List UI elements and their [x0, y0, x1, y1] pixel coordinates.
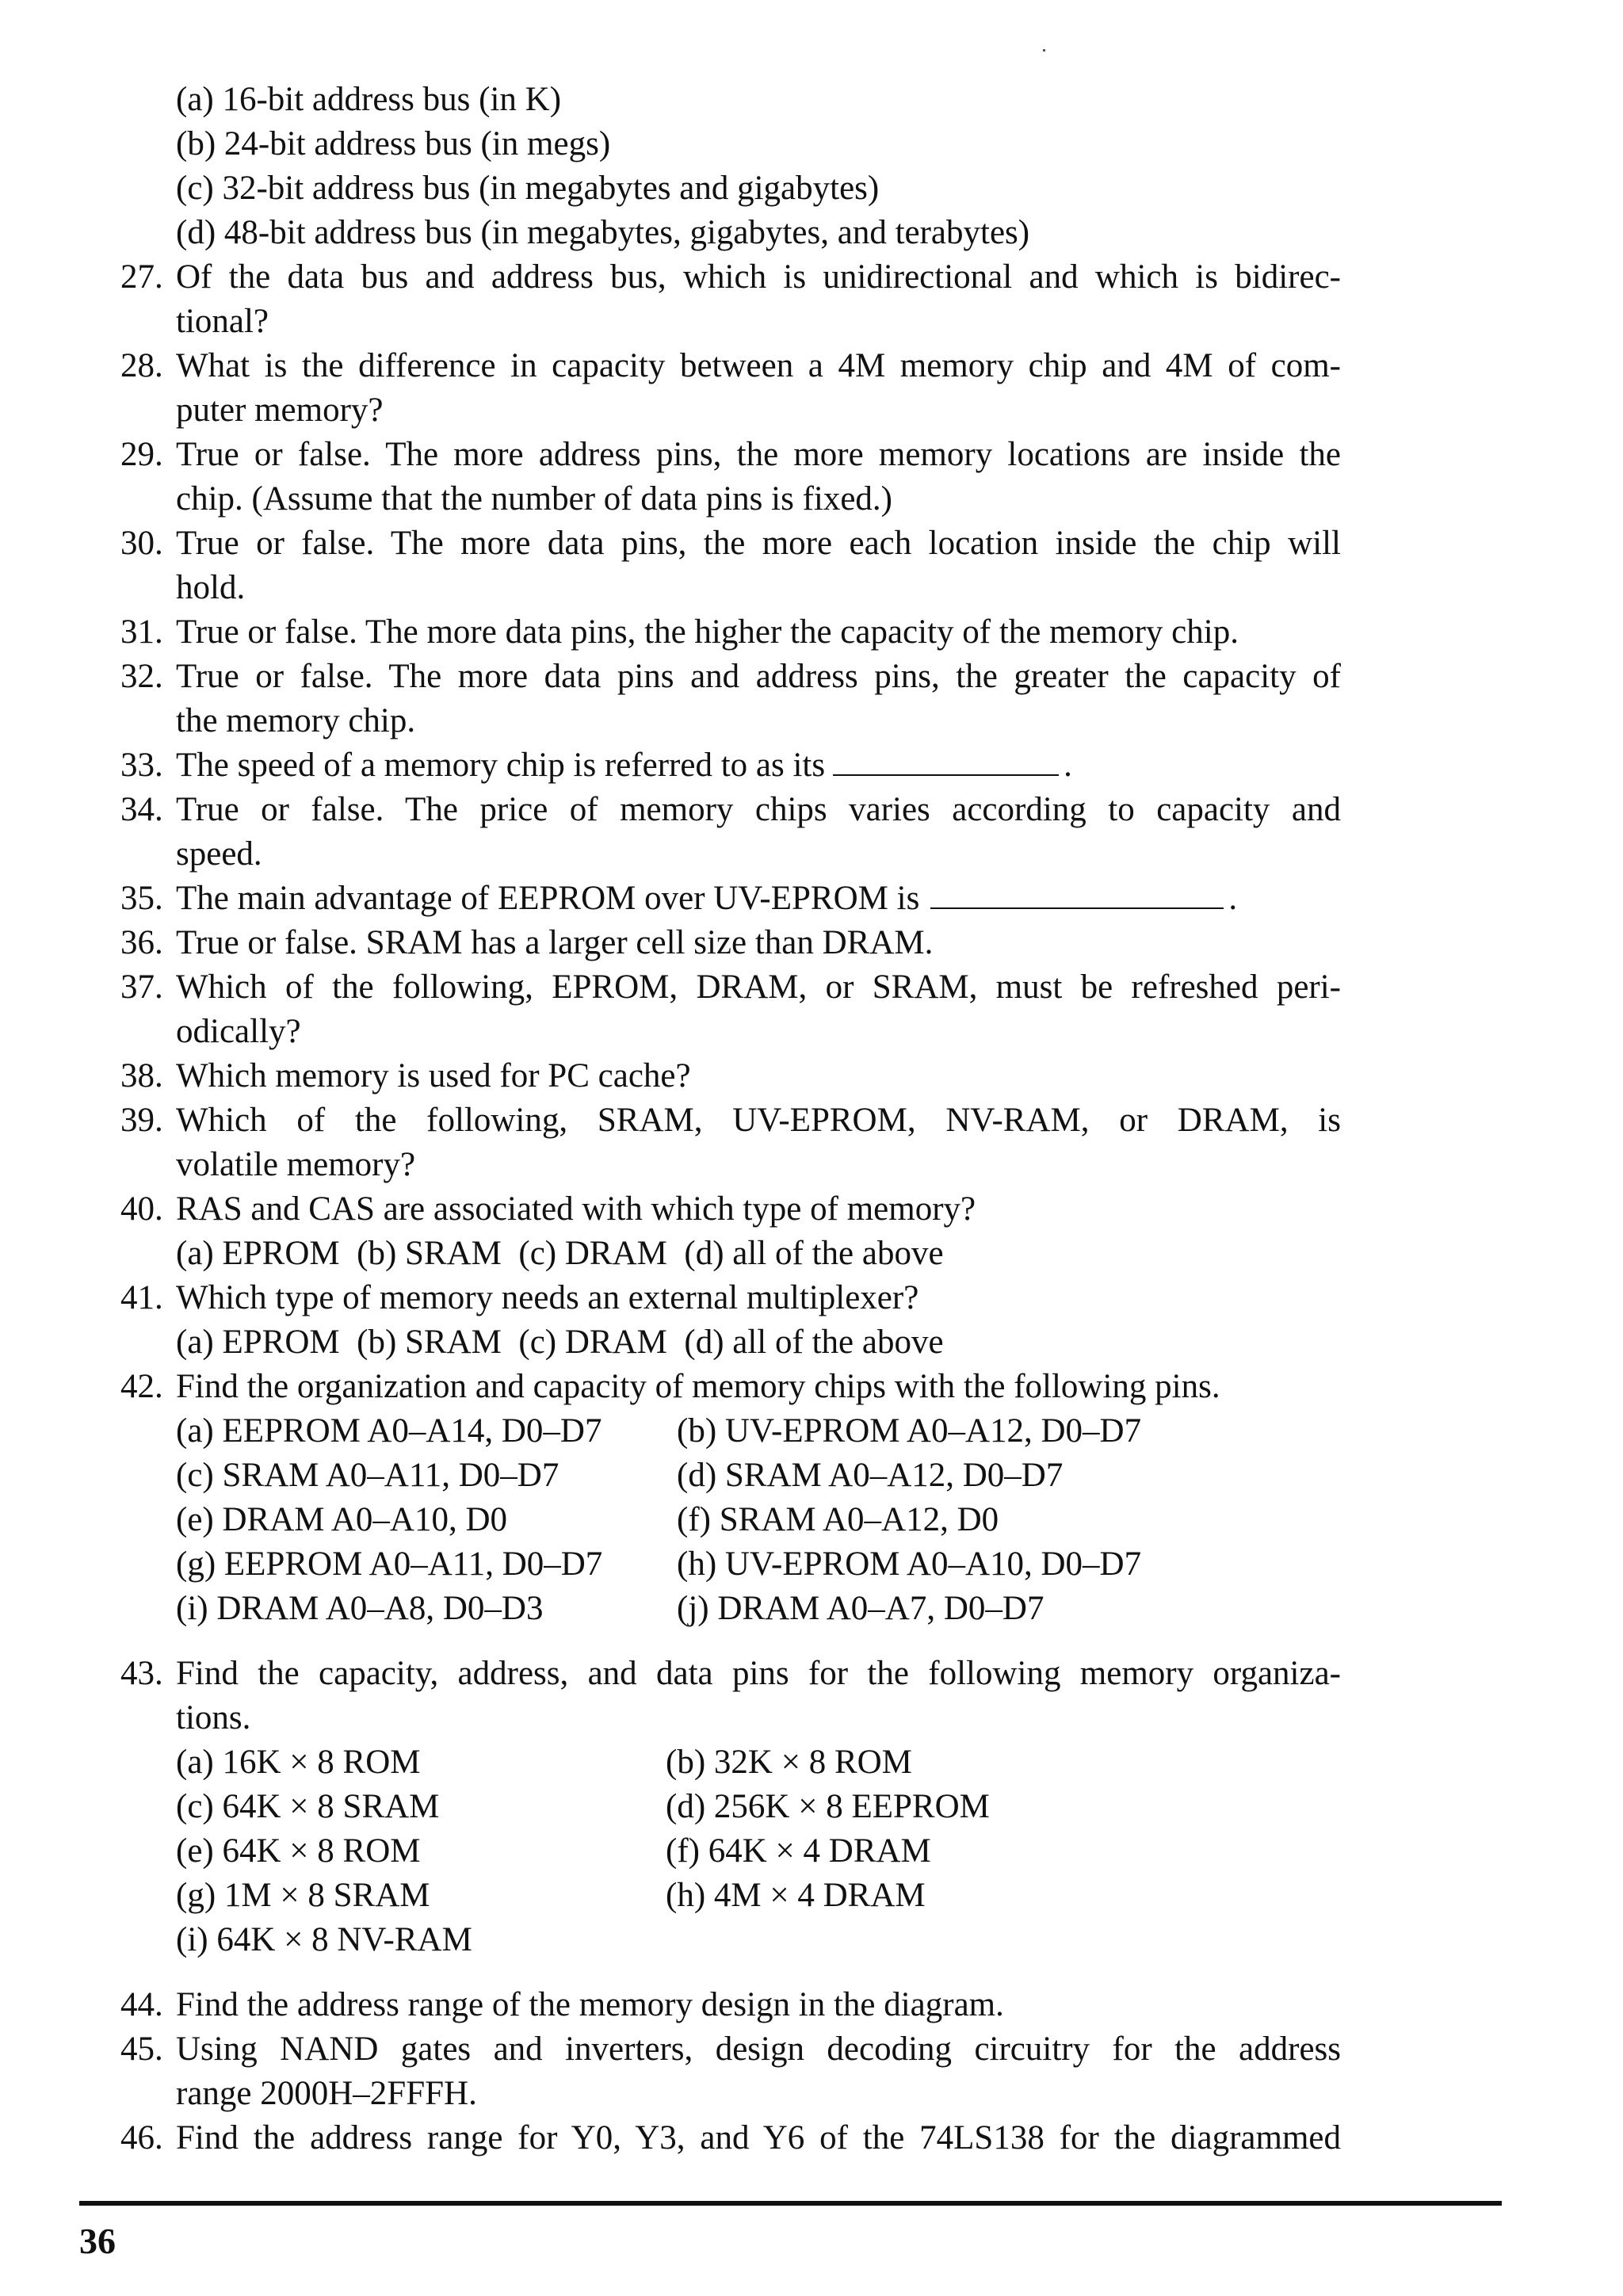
question-text-line: Which of the following, SRAM, UV-EPROM, NV-RAM, or DRAM, is [176, 1102, 1341, 1139]
organization-item: (a) 16K × 8 ROM [176, 1744, 421, 1781]
organization-item: (i) 64K × 8 NV-RAM [176, 1921, 472, 1958]
question-33 [120, 743, 1341, 788]
question-number: 31. [120, 613, 163, 651]
answer-options: (a) EPROM (b) SRAM (c) DRAM (d) all of the above [176, 1235, 944, 1272]
question-number: 33. [120, 747, 163, 784]
question-37 [120, 965, 1341, 1054]
intro-item: (d) 48-bit address bus (in megabytes, gigabytes, and terabytes) [176, 214, 1030, 251]
question-text-line: puter memory? [176, 392, 384, 429]
sentence-end: . [1064, 747, 1072, 784]
question-text-line: True or false. The more data pins and address pins, the greater the capacity of [176, 658, 1341, 695]
question-text-line: Which of the following, EPROM, DRAM, or SRAM, must be refreshed peri- [176, 968, 1341, 1006]
intro-item: (a) 16-bit address bus (in K) [176, 81, 562, 118]
question-42 [120, 1365, 1341, 1409]
question-number: 30. [120, 525, 163, 562]
question-text-line: tions. [176, 1699, 251, 1736]
question-text-line: Which type of memory needs an external multiplexer? [176, 1279, 919, 1316]
page-number: 36 [79, 2221, 116, 2261]
question-number: 39. [120, 1102, 163, 1139]
question-text-line: volatile memory? [176, 1146, 416, 1183]
pin-item: (i) DRAM A0–A8, D0–D3 [176, 1590, 544, 1627]
question-number: 27. [120, 258, 163, 296]
question-32 [120, 655, 1341, 743]
organization-item: (h) 4M × 4 DRAM [666, 1877, 926, 1914]
question-number: 38. [120, 1057, 163, 1095]
question-number: 32. [120, 658, 163, 695]
question-36 [120, 921, 1341, 965]
intro-item: (c) 32-bit address bus (in megabytes and gigabytes) [176, 170, 880, 207]
question-number: 41. [120, 1279, 163, 1316]
question-42-items [120, 1409, 1341, 1631]
question-text-line: Find the capacity, address, and data pins for the following memory organiza- [176, 1655, 1341, 1692]
question-43 [120, 1652, 1341, 1740]
question-text-line: Find the address range for Y0, Y3, and Y6 of the 74LS138 for the diagrammed [176, 2119, 1341, 2157]
question-text-line: hold. [176, 569, 246, 606]
pin-item: (b) UV-EPROM A0–A12, D0–D7 [677, 1412, 1142, 1450]
pin-item: (c) SRAM A0–A11, D0–D7 [176, 1457, 559, 1494]
question-number: 44. [120, 1986, 163, 2023]
question-number: 45. [120, 2030, 163, 2068]
question-text-line: What is the difference in capacity between a 4M memory chip and 4M of com- [176, 347, 1341, 384]
question-text-line: True or false. The more data pins, the higher the capacity of the memory chip. [176, 613, 1239, 651]
question-text-line: Find the address range of the memory design in the diagram. [176, 1986, 1004, 2023]
question-text-line: Of the data bus and address bus, which is unidirectional and which is bidirec- [176, 258, 1341, 296]
answer-blank [930, 879, 1224, 909]
question-text-line: Find the organization and capacity of memory chips with the following pins. [176, 1368, 1220, 1405]
scan-speck [1043, 49, 1045, 52]
pin-item: (d) SRAM A0–A12, D0–D7 [677, 1457, 1064, 1494]
question-text-line: the memory chip. [176, 702, 416, 739]
question-45 [120, 2027, 1341, 2116]
answer-blank [833, 746, 1059, 776]
question-34 [120, 788, 1341, 877]
pin-item: (g) EEPROM A0–A11, D0–D7 [176, 1545, 603, 1583]
question-46 [120, 2116, 1341, 2160]
organization-item: (f) 64K × 4 DRAM [666, 1832, 931, 1870]
question-text-line: True or false. The more address pins, the more memory locations are inside the [176, 436, 1341, 473]
question-text: The main advantage of EEPROM over UV-EPROM is [176, 880, 920, 917]
question-number: 36. [120, 924, 163, 961]
question-number: 43. [120, 1655, 163, 1692]
question-text: The speed of a memory chip is referred to as its [176, 747, 826, 784]
question-30 [120, 521, 1341, 610]
question-number: 40. [120, 1190, 163, 1228]
question-text-line: Which memory is used for PC cache? [176, 1057, 691, 1095]
organization-item: (g) 1M × 8 SRAM [176, 1877, 430, 1914]
question-27 [120, 255, 1341, 344]
question-text-line: True or false. The price of memory chips varies according to capacity and [176, 791, 1341, 828]
answer-options: (a) EPROM (b) SRAM (c) DRAM (d) all of the above [176, 1324, 944, 1361]
question-44 [120, 1983, 1341, 2027]
question-29 [120, 433, 1341, 521]
organization-item: (b) 32K × 8 ROM [666, 1744, 912, 1781]
question-number: 35. [120, 880, 163, 917]
question-number: 34. [120, 791, 163, 828]
organization-item: (e) 64K × 8 ROM [176, 1832, 421, 1870]
question-41 [120, 1276, 1341, 1365]
question-text-line: Using NAND gates and inverters, design decoding circuitry for the address [176, 2030, 1341, 2068]
question-38 [120, 1054, 1341, 1098]
question-28 [120, 344, 1341, 433]
organization-item: (c) 64K × 8 SRAM [176, 1788, 440, 1825]
question-text-line: odically? [176, 1013, 301, 1050]
question-31 [120, 610, 1341, 655]
question-40 [120, 1187, 1341, 1276]
question-number: 42. [120, 1368, 163, 1405]
question-43-items [120, 1740, 1341, 1962]
pin-item: (f) SRAM A0–A12, D0 [677, 1501, 999, 1538]
question-text-line: chip. (Assume that the number of data pins is fixed.) [176, 480, 892, 518]
pin-item: (j) DRAM A0–A7, D0–D7 [677, 1590, 1044, 1627]
question-number: 37. [120, 968, 163, 1006]
pin-item: (a) EEPROM A0–A14, D0–D7 [176, 1412, 602, 1450]
question-text-line: True or false. The more data pins, the more each location inside the chip will [176, 525, 1341, 562]
pin-item: (h) UV-EPROM A0–A10, D0–D7 [677, 1545, 1142, 1583]
footer-rule [79, 2201, 1502, 2206]
question-39 [120, 1098, 1341, 1187]
question-number: 46. [120, 2119, 163, 2157]
question-35 [120, 877, 1341, 921]
question-text-line: speed. [176, 835, 262, 873]
question-text-line: tional? [176, 303, 269, 340]
pin-item: (e) DRAM A0–A10, D0 [176, 1501, 508, 1538]
question-number: 28. [120, 347, 163, 384]
sentence-end: . [1228, 880, 1238, 917]
question-text-line: RAS and CAS are associated with which type of memory? [176, 1190, 976, 1228]
organization-item: (d) 256K × 8 EEPROM [666, 1788, 990, 1825]
question-text-line: range 2000H–2FFFH. [176, 2075, 477, 2112]
exercise-list [120, 78, 1341, 2160]
question-number: 29. [120, 436, 163, 473]
intro-item: (b) 24-bit address bus (in megs) [176, 125, 611, 162]
question-text-line: True or false. SRAM has a larger cell size than DRAM. [176, 924, 934, 961]
